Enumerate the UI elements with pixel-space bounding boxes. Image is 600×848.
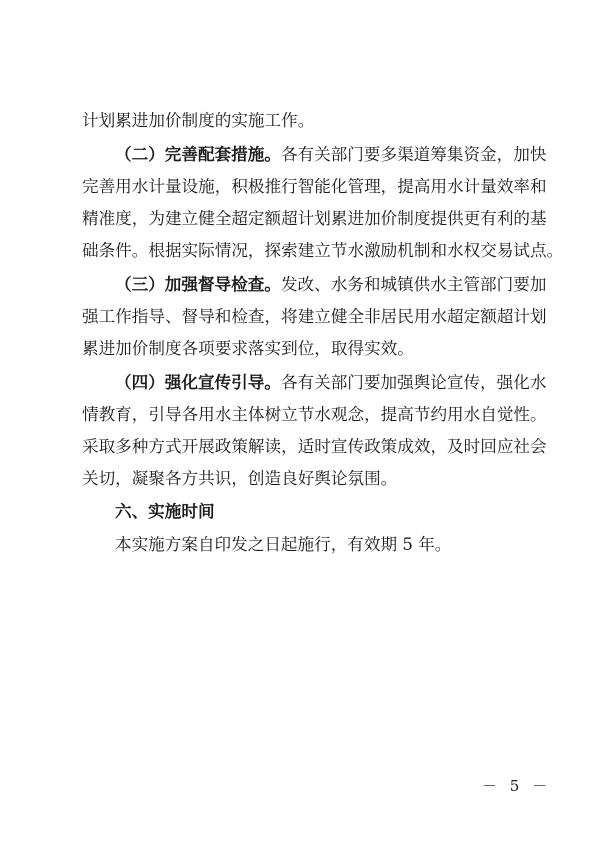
paragraph-line: 本实施方案自印发之日起施行，有效期 5 年。 — [115, 535, 452, 554]
paragraph-line: 精准度，为建立健全超定额超计划累进加价制度提供更有利的基 — [82, 209, 547, 228]
section-label: （四）强化宣传引导。 — [115, 373, 281, 392]
paragraph-line: 计划累进加价制度的实施工作。 — [82, 111, 315, 130]
section-label: （二）完善配套措施。 — [115, 145, 281, 164]
paragraph-text: 发改、水务和城镇供水主管部门要加 — [280, 275, 547, 294]
page-number: － 5 － — [482, 777, 552, 795]
section-label: （三）加强督导检查。 — [115, 275, 281, 294]
paragraph-line: 情教育，引导各用水主体树立节水观念，提高节约用水自觉性。 — [82, 405, 547, 424]
paragraph-text: 各有关部门要加强舆论宣传，强化水 — [280, 373, 547, 392]
paragraph-line: 关切，凝聚各方共识，创造良好舆论氛围。 — [82, 469, 398, 488]
paragraph-text: 各有关部门要多渠道筹集资金，加快 — [280, 145, 547, 164]
paragraph-line: 累进加价制度各项要求落实到位，取得实效。 — [82, 339, 414, 358]
paragraph-line — [115, 373, 547, 393]
paragraph-line — [115, 145, 547, 165]
paragraph-line — [115, 275, 547, 295]
paragraph-line: 础条件。根据实际情况，探索建立节水激励机制和水权交易试点。 — [82, 241, 564, 260]
paragraph-line: 采取多种方式开展政策解读，适时宣传政策成效，及时回应社会 — [82, 437, 547, 456]
paragraph-line: 完善用水计量设施，积极推行智能化管理，提高用水计量效率和 — [82, 177, 547, 196]
section-heading: 六、实施时间 — [115, 502, 215, 521]
paragraph-line: 强工作指导、督导和检查，将建立健全非居民用水超定额超计划 — [82, 307, 547, 326]
